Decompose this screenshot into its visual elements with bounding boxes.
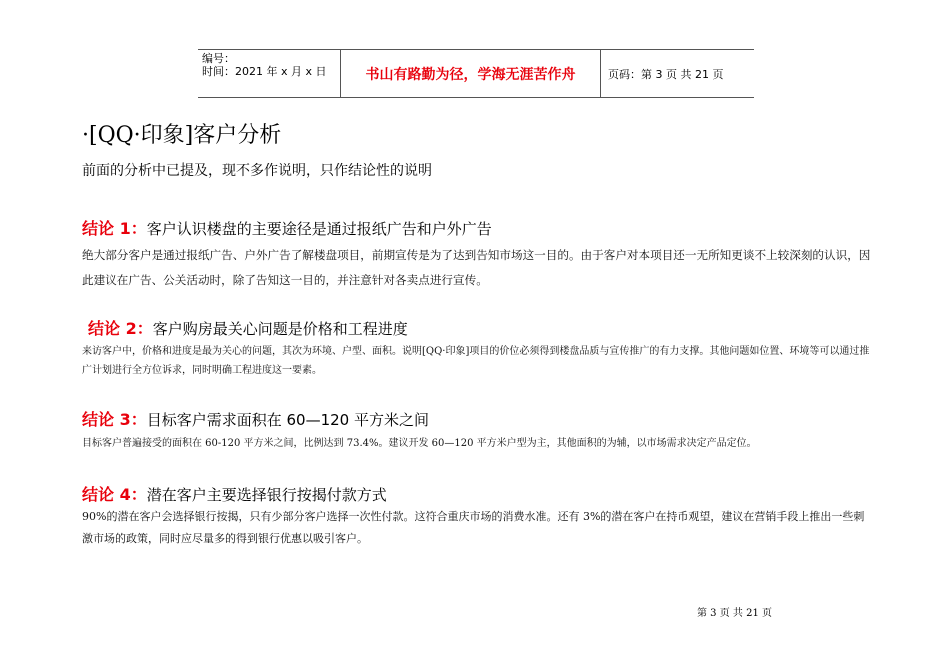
conclusion-3-body: 目标客户普遍接受的面积在 60-120 平方米之间，比例达到 73.4%。建议开发 60—120 平方米户型为主，其他面积的为辅，以市场需求决定产品定位。 <box>82 438 757 449</box>
header-time: 时间：2021 年 x 月 x 日 <box>202 65 327 78</box>
conclusion-4-heading <box>82 482 387 505</box>
header-divider <box>600 50 601 97</box>
page-title: ·[QQ·印象]客户分析 <box>82 123 282 148</box>
conclusion-2-title: 客户购房最关心问题是价格和工程进度 <box>152 320 408 338</box>
header-page-number: 页码：第 3 页 共 21 页 <box>608 68 724 81</box>
intro-text: 前面的分析中已提及，现不多作说明，只作结论性的说明 <box>82 163 432 179</box>
page-footer: 第 3 页 共 21 页 <box>697 608 772 619</box>
conclusion-4-label: 结论 4： <box>82 485 147 504</box>
conclusion-1-title: 客户认识楼盘的主要途径是通过报纸广告和户外广告 <box>146 220 492 238</box>
conclusion-3-heading <box>82 407 429 430</box>
header-number: 编号： <box>202 52 235 65</box>
conclusion-4-title: 潜在客户主要选择银行按揭付款方式 <box>146 486 387 504</box>
header-motto: 书山有路勤为径，学海无涯苦作舟 <box>365 66 576 83</box>
conclusion-2-body: 来访客户中，价格和进度是最为关心的问题，其次为环境、户型、面积。说明[QQ·印象]项目的价位必须得到楼盘品质与宣传推广的有力支撑。其他问题如位置、环境等可以通过推广计划进行全方位诉求，同时明确工程进度这一要素。 <box>82 346 870 376</box>
page-header <box>198 49 754 98</box>
conclusion-2-label: 结论 2： <box>88 319 153 338</box>
conclusion-3-title: 目标客户需求面积在 60—120 平方米之间 <box>146 411 429 429</box>
conclusion-3-label: 结论 3： <box>82 410 147 429</box>
conclusion-4-body: 90%的潜在客户会选择银行按揭，只有少部分客户选择一次性付款。这符合重庆市场的消费水准。还有 3%的潜在客户在持币观望，建议在营销手段上推出一些刺激市场的政策，同时应尽量多的得到银行优惠以吸引客户。 <box>82 510 865 545</box>
conclusion-1-body: 绝大部分客户是通过报纸广告、户外广告了解楼盘项目，前期宣传是为了达到告知市场这一目的。由于客户对本项目还一无所知更谈不上较深刻的认识，因此建议在广告、公关活动时，除了告知这一目的，并注意针对各卖点进行宣传。 <box>82 248 871 287</box>
conclusion-1-heading <box>82 216 492 239</box>
header-meta <box>202 52 327 78</box>
conclusion-1-label: 结论 1： <box>82 219 147 238</box>
conclusion-2-heading <box>88 316 408 339</box>
